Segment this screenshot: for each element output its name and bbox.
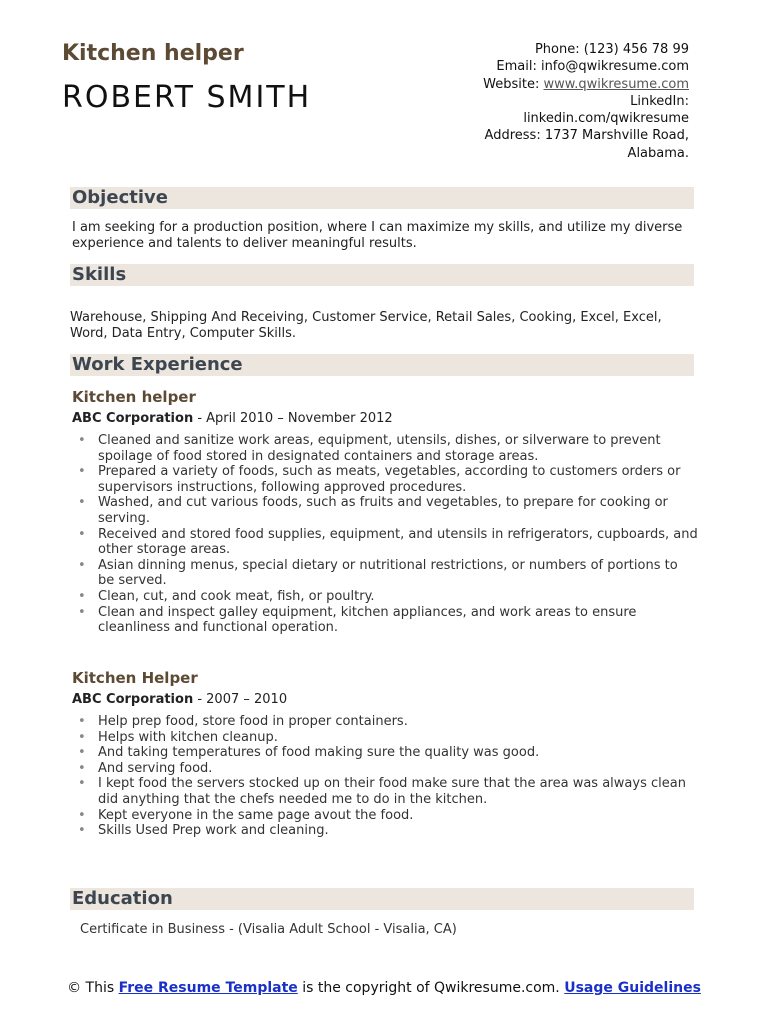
job-bullet: • Clean, cut, and cook meat, fish, or poultry. bbox=[78, 589, 698, 605]
job-bullet: • I kept food the servers stocked up on their food make sure that the area was always clean did anything that the chefs needed me to do in the kitchen. bbox=[78, 776, 698, 807]
linkedin-url: linkedin.com/qwikresume bbox=[523, 111, 689, 127]
job-bullet: • Helps with kitchen cleanup. bbox=[78, 730, 698, 746]
job-company: ABC Corporation bbox=[72, 411, 194, 426]
section-title-objective: Objective bbox=[72, 187, 168, 208]
job-bullet: • Prepared a variety of foods, such as meats, vegetables, according to customers orders or supervisors instructions, following approved procedures. bbox=[78, 464, 698, 495]
job-dates: - April 2010 – November 2012 bbox=[193, 411, 393, 426]
candidate-name: ROBERT SMITH bbox=[62, 80, 312, 115]
website-link[interactable]: www.qwikresume.com bbox=[543, 76, 689, 92]
contact-website bbox=[429, 76, 689, 93]
job-bullet: • Washed, and cut various foods, such as fruits and vegetables, to prepare for cooking or serving. bbox=[78, 495, 698, 526]
job-dates: - 2007 – 2010 bbox=[193, 692, 288, 707]
job-bullet-list bbox=[78, 714, 698, 839]
job-title: Kitchen Helper bbox=[72, 669, 198, 687]
job-bullet: • Kept everyone in the same page avout the food. bbox=[78, 808, 698, 824]
linkedin-label: LinkedIn: bbox=[630, 93, 689, 109]
job-bullet: • Cleaned and sanitize work areas, equipment, utensils, dishes, or silverware to prevent spoilage of food stored in designated containers and storage areas. bbox=[78, 433, 698, 464]
job-meta bbox=[72, 692, 287, 707]
contact-phone: Phone: (123) 456 78 99 bbox=[534, 42, 689, 57]
section-title-work-experience: Work Experience bbox=[72, 354, 243, 375]
job-bullet: • Help prep food, store food in proper containers. bbox=[78, 714, 698, 730]
section-work-experience bbox=[70, 354, 694, 376]
education-text: Certificate in Business - (Visalia Adult School - Visalia, CA) bbox=[80, 922, 457, 937]
skills-text: Warehouse, Shipping And Receiving, Customer Service, Retail Sales, Cooking, Excel, Excel, Word, Data Entry, Computer Skills. bbox=[70, 310, 662, 341]
section-education bbox=[70, 888, 694, 910]
address-line-2: Alabama. bbox=[627, 145, 689, 161]
job-meta bbox=[72, 411, 393, 426]
website-label: Website: bbox=[483, 76, 540, 92]
job-bullet: • Skills Used Prep work and cleaning. bbox=[78, 823, 698, 839]
free-resume-template-link[interactable]: Free Resume Template bbox=[118, 980, 298, 996]
copyright-footer bbox=[0, 980, 768, 997]
job-bullet: • Clean and inspect galley equipment, kitchen appliances, and work areas to ensure cleanliness and functional operation. bbox=[78, 605, 698, 636]
address-line-1: Address: 1737 Marshville Road, bbox=[484, 128, 689, 144]
job-title: Kitchen helper bbox=[72, 388, 196, 406]
job-company: ABC Corporation bbox=[72, 692, 194, 707]
contact-email: Email: info@qwikresume.com bbox=[496, 59, 689, 75]
footer-middle: is the copyright of Qwikresume.com. bbox=[297, 980, 565, 996]
job-bullet: • And taking temperatures of food making sure the quality was good. bbox=[78, 745, 698, 761]
section-skills bbox=[70, 264, 694, 286]
contact-block bbox=[429, 41, 689, 162]
footer-prefix: © This bbox=[67, 980, 119, 996]
job-bullet: • Received and stored food supplies, equipment, and utensils in refrigerators, cupboards, and other storage areas. bbox=[78, 527, 698, 558]
usage-guidelines-link[interactable]: Usage Guidelines bbox=[564, 980, 701, 996]
section-objective bbox=[70, 187, 694, 209]
header-job-title: Kitchen helper bbox=[62, 41, 244, 66]
objective-text: I am seeking for a production position, where I can maximize my skills, and utilize my diverse experience and talents to deliver meaningful results. bbox=[72, 220, 683, 251]
job-bullet: • And serving food. bbox=[78, 761, 698, 777]
section-title-education: Education bbox=[72, 888, 173, 909]
section-title-skills: Skills bbox=[72, 264, 127, 285]
job-bullet: • Asian dinning menus, special dietary or nutritional restrictions, or numbers of portions to be served. bbox=[78, 558, 698, 589]
job-bullet-list bbox=[78, 433, 698, 636]
